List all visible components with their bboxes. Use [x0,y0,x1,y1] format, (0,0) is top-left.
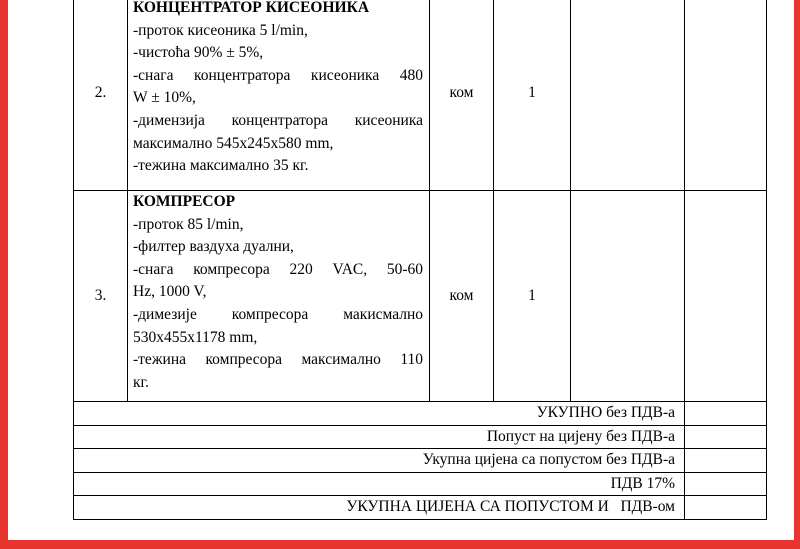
item-unit: ком [430,191,494,402]
summary-row-discounted-total [74,449,767,473]
item-spec-line: -проток кисеоника 5 l/min, [133,21,308,39]
item-spec-line: -тежина максимално 35 кг. [133,157,309,175]
item-quantity: 1 [494,191,571,402]
item-total-price-cell [685,191,767,402]
specification-table [73,0,767,520]
item-spec-line: Hz, 1000 V, [133,283,207,301]
item-spec-line: максимално 545x245x580 mm, [133,134,334,152]
summary-value-cell [685,449,767,473]
red-frame-bottom [0,540,800,549]
item-unit-price-cell [571,191,685,402]
summary-value-cell [685,425,767,449]
summary-label: Попуст на цијену без ПДВ-а [74,425,685,449]
red-frame-right [794,0,800,549]
item-description [128,191,430,402]
item-number: 3. [74,191,128,402]
item-spec-line: 530x455x1178 mm, [133,328,258,346]
item-unit-price-cell [571,0,685,191]
item-spec-line: W ± 10%, [133,89,196,107]
item-spec-line: -тежина компресора максимално 110 [133,351,423,369]
summary-label: Укупна цијена са попустом без ПДВ-а [74,449,685,473]
item-spec-line: -снага компресора 220 VAC, 50-60 [133,260,423,278]
summary-label: ПДВ 17% [74,472,685,496]
table-row-item-2 [74,0,767,191]
item-spec-line: -димезије компресора макисмално [133,305,423,323]
summary-label: УКУПНО без ПДВ-а [74,402,685,426]
item-title: КОНЦЕНТРАТОР КИСЕОНИКА [133,0,370,16]
summary-value-cell [685,496,767,520]
item-title: КОМПРЕСОР [133,193,236,210]
item-total-price-cell [685,0,767,191]
item-spec-line: -чистоћа 90% ± 5%, [133,44,264,62]
summary-row-discount [74,425,767,449]
red-frame-left [0,0,8,549]
summary-row-grand-total [74,496,767,520]
item-spec-line: кг. [133,373,150,391]
item-spec-line: -димензија концентратора кисеоника [133,111,423,129]
summary-row-vat [74,472,767,496]
summary-value-cell [685,472,767,496]
item-spec-line: -филтер ваздуха дуални, [133,238,294,256]
summary-value-cell [685,402,767,426]
summary-row-total-without-vat [74,402,767,426]
item-quantity: 1 [494,0,571,191]
item-number: 2. [74,0,128,191]
table-row-item-3 [74,191,767,402]
item-unit: ком [430,0,494,191]
item-description [128,0,430,191]
item-spec-line: -снага концентратора кисеоника 480 [133,66,423,84]
item-spec-line: -проток 85 l/min, [133,215,244,233]
summary-label: УКУПНА ЦИЈЕНА СА ПОПУСТОМ И ПДВ-ом [74,496,685,520]
